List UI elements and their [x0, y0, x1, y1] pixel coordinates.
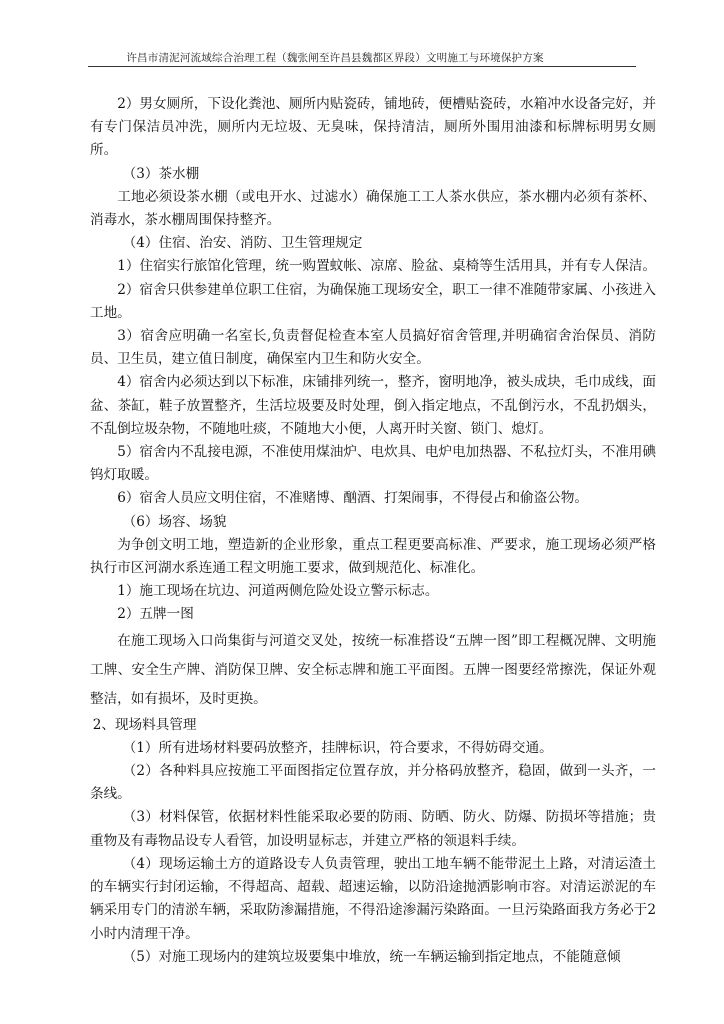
- paragraph-material-4: （4）现场运输土方的道路设专人负责管理，驶出工地车辆不能带泥土上路，对清运渣土的车辆实行封闭运输，不得超高、超载、超速运输，以防沿途抛洒影响市容。对清运淤泥的车辆采用专门的清淤车辆，采取防渗漏措施，不得沿途渗漏污染路面。一旦污染路面我方务必于2小时内清理干净。: [90, 855, 656, 942]
- paragraph-dorm-1: 1）住宿实行旅馆化管理，统一购置蚊帐、凉席、脸盆、桌椅等生活用具，并有专人保洁。: [117, 258, 656, 275]
- paragraph-site-appearance: 为争创文明工地，塑造新的企业形象，重点工程更要高标准、严要求，施工现场必须严格执行市区河湖水系连通工程文明施工要求，做到规范化、标准化。: [90, 536, 656, 577]
- paragraph-dorm-5: 5）宿舍内不乱接电源，不准使用煤油炉、电炊具、电炉电加热器、不私拉灯头，不准用碘钨灯取暖。: [90, 444, 656, 484]
- document-body: [90, 93, 656, 969]
- paragraph-material-5: （5）对施工现场内的建筑垃圾要集中堆放，统一车辆运输到指定地点，不能随意倾: [122, 948, 621, 965]
- paragraph-dorm-3: 3）宿舍应明确一名室长,负责督促检查本室人员搞好宿舍管理,并明确宿舍治保员、消防员、卫生员，建立值日制度，确保室内卫生和防火安全。: [90, 328, 656, 368]
- heading-material-management: 2、现场料具管理: [92, 716, 197, 733]
- paragraph-material-2: （2）各种料具应按施工平面图指定位置存放，并分格码放整齐，稳固，做到一头齐，一条线。: [90, 763, 656, 803]
- heading-five-boards: 2）五牌一图: [117, 606, 194, 623]
- paragraph-material-1: （1）所有进场材料要码放整齐，挂牌标识，符合要求，不得妨碍交通。: [122, 739, 553, 756]
- paragraph-dorm-6: 6）宿舍人员应文明住宿，不准赌博、酗酒、打架闹事，不得侵占和偷盗公物。: [117, 490, 589, 507]
- paragraph-restroom: 2）男女厕所，下设化粪池、厕所内贴瓷砖，铺地砖，便槽贴瓷砖，水箱冲水设备完好，并有专门保洁员冲洗，厕所内无垃圾、无臭味，保持清洁，厕所外围用油漆和标牌标明男女厕所。: [90, 96, 656, 159]
- page-header: 许昌市清泥河流域综合治理工程（魏张闸至许昌县魏都区界段）文明施工与环境保护方案: [126, 52, 544, 64]
- paragraph-dorm-2: 2）宿舍只供参建单位职工住宿，为确保施工现场安全，职工一律不准随带家属、小孩进入工地。: [90, 281, 656, 321]
- heading-tea-shed: （3）茶水棚: [122, 165, 200, 182]
- paragraph-warning-signs: 1）施工现场在坑边、河道两侧危险处设立警示标志。: [117, 583, 439, 600]
- paragraph-five-boards: 在施工现场入口尚集街与河道交叉处，按统一标准搭设“五牌一图”即工程概况牌、文明施工牌、安全生产牌、消防保卫牌、安全标志牌和施工平面图。五牌一图要经常擦洗，保证外观整洁，如有损坏，及时更换。: [90, 632, 656, 707]
- paragraph-material-3: （3）材料保管，依据材料性能采取必要的防雨、防晒、防火、防爆、防损坏等措施；贵重物及有毒物品设专人看管，加设明显标志，并建立严格的领退料手续。: [90, 809, 656, 849]
- heading-dormitory-rules: （4）住宿、治安、消防、卫生管理规定: [122, 235, 363, 252]
- paragraph-dorm-4: 4）宿舍内必须达到以下标准，床铺排列统一，整齐，窗明地净，被头成块，毛巾成线，面盆、茶缸，鞋子放置整齐，生活垃圾要及时处理，倒入指定地点，不乱倒污水，不乱扔烟头，不乱倒垃圾杂物，不随地吐痰，不随地大小便，人离开时关窗、锁门、熄灯。: [90, 374, 656, 437]
- heading-site-appearance: （6）场容、场貌: [122, 513, 227, 530]
- paragraph-tea-shed: 工地必须设茶水棚（或电开水、过滤水）确保施工工人茶水供应，茶水棚内必须有茶杯、消毒水，茶水棚周围保持整齐。: [90, 188, 656, 229]
- header-divider: [88, 66, 636, 67]
